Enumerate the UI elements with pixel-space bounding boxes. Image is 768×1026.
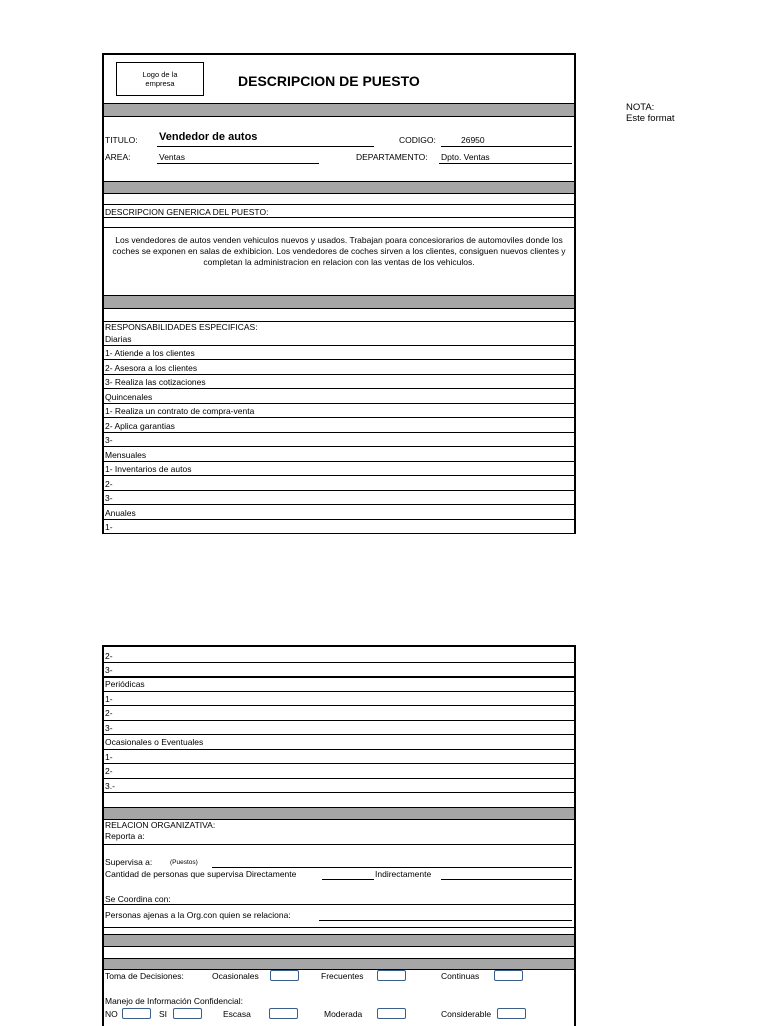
logo-line-2: empresa [145,79,175,88]
note-label: NOTA: [626,102,655,113]
codigo-label: CODIGO: [399,135,436,145]
row-divider [104,504,574,505]
row-divider [104,432,574,433]
row-divider [104,345,574,346]
list-item: 3.- [105,781,115,791]
row-divider [104,792,574,793]
frecuentes-checkbox[interactable] [377,970,406,981]
list-item: Anuales [105,508,136,518]
section-band [104,934,574,947]
list-item: 1- Atiende a los clientes [105,348,195,358]
row-divider [104,417,574,418]
row-divider [104,662,574,663]
list-item: 2- [105,708,113,718]
list-item: 3- [105,665,113,675]
list-item: 1- [105,694,113,704]
row-divider [104,461,574,462]
no-checkbox[interactable] [122,1008,151,1019]
row-divider [104,475,574,476]
divider [104,904,574,905]
note-text: Este format [626,113,675,124]
moderada-checkbox[interactable] [377,1008,406,1019]
row-divider [104,519,574,520]
ocasionales-checkbox[interactable] [270,970,299,981]
row-divider [104,446,574,447]
responsabilidades-heading: RESPONSABILIDADES ESPECIFICAS: [105,322,258,332]
section-band [104,295,574,309]
indirectamente-underline [441,879,572,880]
list-item: 2- [105,479,113,489]
row-divider [104,705,574,706]
codigo-value: 26950 [461,135,485,145]
confidencial-option-label: Escasa [223,1009,251,1019]
row-divider [104,763,574,764]
list-item: Diarias [105,334,132,344]
list-item: 3- [105,723,113,733]
section-band [104,181,574,194]
confidencial-option-label: NO [105,1009,118,1019]
escasa-checkbox[interactable] [269,1008,298,1019]
puestos-label: (Puestos) [170,859,198,866]
decisiones-option-label: Frecuentes [321,971,364,981]
list-item: Ocasionales o Eventuales [105,737,204,747]
titulo-value: Vendedor de autos [159,131,258,143]
continuas-checkbox[interactable] [494,970,523,981]
list-item: 1- [105,752,113,762]
descripcion-text: Los vendedores de autos venden vehiculos nuevos y usados. Trabajan poara concesiorarios de automoviles donde los coches se exponen en salas de exhibicion. Los vendedores de coches sirven a los clientes, consiguen nuevos clientes y completan la administracion en relacion con las ventas de los vehiculos. [112,235,566,267]
list-item: 2- Asesora a los clientes [105,363,198,373]
confidencial-option-label: Considerable [441,1009,492,1019]
ajenas-label: Personas ajenas a la Org.con quien se relaciona: [105,910,291,920]
confidencial-option-label: SI [159,1009,168,1019]
logo-line-1: Logo de la [142,70,178,79]
divider [104,927,574,928]
divider [104,844,574,845]
supervisa-underline [212,867,572,868]
decisiones-option-label: Ocasionales [212,971,259,981]
list-item: 2- [105,766,113,776]
form-page-1 [102,53,576,534]
list-item: 3- [105,435,113,445]
row-divider [104,676,574,678]
list-item: Mensuales [105,450,147,460]
row-divider [104,691,574,692]
departamento-label: DEPARTAMENTO: [356,152,428,162]
row-divider [104,490,574,491]
section-band [104,958,574,970]
list-item: 1- Realiza un contrato de compra-venta [105,406,255,416]
list-item: Periódicas [105,679,145,689]
section-band [104,103,574,117]
page-title-text: DESCRIPCION DE PUESTO [238,73,420,89]
reporta-label: Reporta a: [105,831,145,841]
supervisa-label: Supervisa a: [105,857,153,867]
divider [104,217,574,218]
row-divider [104,374,574,375]
departamento-value: Dpto. Ventas [441,152,490,162]
page-title [104,73,574,89]
list-item: 3- [105,493,113,503]
confidencial-label: Manejo de Información Confidencial: [105,996,243,1006]
coordina-label: Se Coordina con: [105,894,171,904]
list-item: 1- Inventarios de autos [105,464,192,474]
codigo-underline [441,146,572,147]
form-page-2 [102,645,576,1026]
row-divider [104,720,574,721]
divider [104,204,574,205]
considerable-checkbox[interactable] [497,1008,526,1019]
section-band [104,807,574,820]
list-item: 2- [105,651,113,661]
ajenas-underline [319,920,572,921]
list-item: 1- [105,522,113,532]
confidencial-option-label: Moderada [324,1009,363,1019]
titulo-label: TITULO: [105,135,138,145]
row-divider [104,388,574,389]
area-underline [157,163,319,164]
list-item: 3- Realiza las cotizaciones [105,377,206,387]
row-divider [104,734,574,735]
descripcion-heading: DESCRIPCION GENERICA DEL PUESTO: [105,207,269,217]
row-divider [104,778,574,779]
row-divider [104,359,574,360]
si-checkbox[interactable] [173,1008,202,1019]
cantidad-label: Cantidad de personas que supervisa Directamente [105,869,297,879]
departamento-underline [439,163,572,164]
indirectamente-label: Indirectamente [375,869,432,879]
divider [104,227,574,228]
decisiones-label: Toma de Decisiones: [105,971,184,981]
list-item: 2- Aplica garantias [105,421,175,431]
row-divider [104,403,574,404]
cantidad-underline [322,879,374,880]
area-value: Ventas [159,152,185,162]
decisiones-option-label: Continuas [441,971,480,981]
row-divider [104,749,574,750]
list-item: Quincenales [105,392,153,402]
titulo-underline [157,146,374,147]
area-label: AREA: [105,152,131,162]
relacion-heading: RELACION ORGANIZATIVA: [105,820,216,830]
